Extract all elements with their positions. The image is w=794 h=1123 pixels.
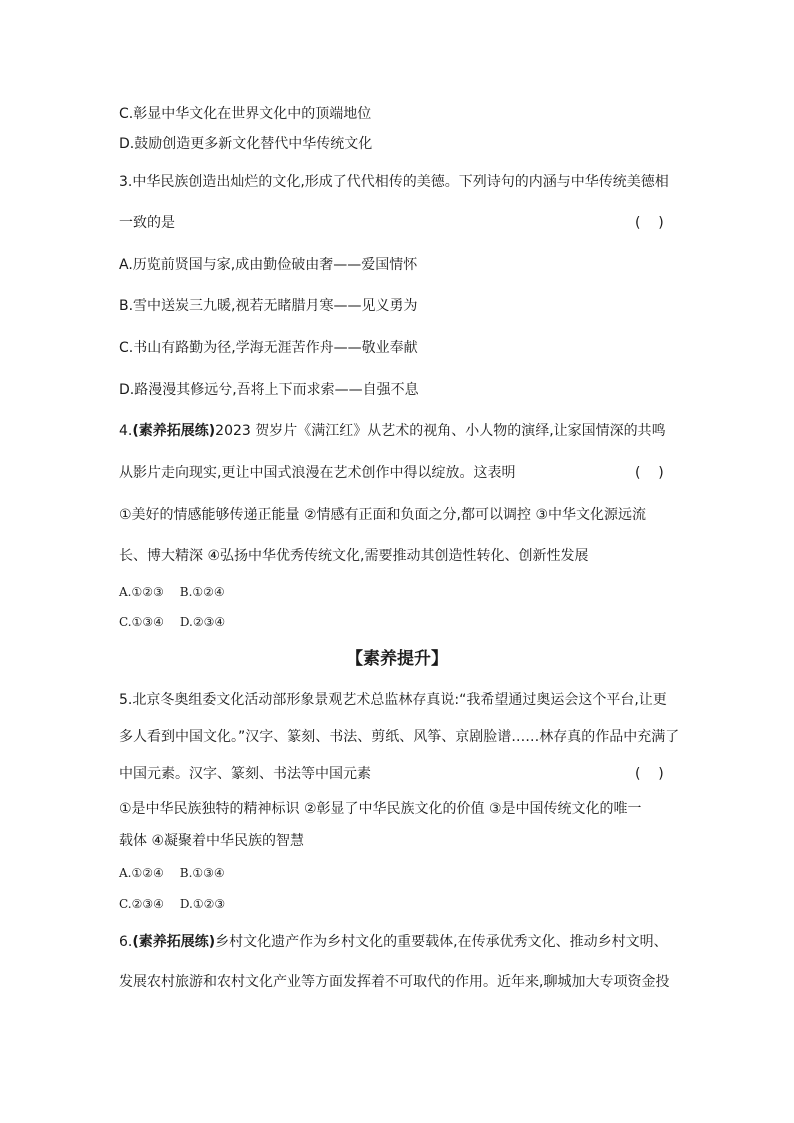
q3-option-a: A.历览前贤国与家,成由勤俭破由奢——爱国情怀 xyxy=(119,257,418,273)
q5-options-row1 xyxy=(119,863,225,883)
q4-stem-line1 xyxy=(119,421,666,441)
q5-option-c: C.②③④ xyxy=(119,897,164,911)
q6-stem-text: 乡村文化遗产作为乡村文化的重要载体,在传承优秀文化、推动乡村文明、 xyxy=(215,934,668,950)
section-heading: 【素养提升】 xyxy=(346,649,448,669)
q3-option-b: B.雪中送炭三九暖,视若无睹腊月寒——见义勇为 xyxy=(119,298,418,314)
q5-answer-bracket: ( ) xyxy=(635,766,664,782)
q4-option-d: D.②③④ xyxy=(179,615,226,629)
q4-tag: (素养拓展练) xyxy=(132,423,216,439)
q4-items-line2: 长、博大精深 ④弘扬中华优秀传统文化,需要推动其创造性转化、创新性发展 xyxy=(119,548,589,564)
q5-stem-line1: 5.北京冬奥组委文化活动部形象景观艺术总监林存真说:“我希望通过奥运会这个平台,让更 xyxy=(119,692,667,708)
q5-stem-line3: 中国元素。汉字、篆刻、书法等中国元素 xyxy=(119,766,371,782)
q6-number: 6. xyxy=(119,934,133,950)
q5-items-line2: 载体 ④凝聚着中华民族的智慧 xyxy=(119,833,305,849)
q4-stem-text: 2023 贺岁片《满江红》从艺术的视角、小人物的演绎,让家国情深的共鸣 xyxy=(215,423,666,439)
q4-items-line1: ①美好的情感能够传递正能量 ②情感有正面和负面之分,都可以调控 ③中华文化源远流 xyxy=(119,507,647,523)
q6-stem-line1 xyxy=(119,932,668,952)
q4-options-row2 xyxy=(119,612,225,632)
q3-stem-line2: 一致的是 xyxy=(119,215,175,231)
q4-answer-bracket: ( ) xyxy=(635,465,664,481)
q4-options-row1 xyxy=(119,582,225,602)
q4-stem-line2: 从影片走向现实,更让中国式浪漫在艺术创作中得以绽放。这表明 xyxy=(119,465,516,481)
q5-option-a: A.①②④ xyxy=(119,866,164,880)
q5-options-row2 xyxy=(119,894,225,914)
q5-items-line1: ①是中华民族独特的精神标识 ②彰显了中华民族文化的价值 ③是中国传统文化的唯一 xyxy=(119,801,642,817)
q2-option-c: C.彰显中华文化在世界文化中的顶端地位 xyxy=(119,106,372,122)
q3-option-c: C.书山有路勤为径,学海无涯苦作舟——敬业奉献 xyxy=(119,340,418,356)
q5-option-d: D.①②③ xyxy=(179,897,226,911)
q6-tag: (素养拓展练) xyxy=(132,934,216,950)
q2-option-d: D.鼓励创造更多新文化替代中华传统文化 xyxy=(119,136,373,152)
q6-stem-line2: 发展农村旅游和农村文化产业等方面发挥着不可取代的作用。近年来,聊城加大专项资金投 xyxy=(119,974,670,990)
q5-option-b: B.①③④ xyxy=(179,866,225,880)
q5-stem-line2: 多人看到中国文化。”汉字、篆刻、书法、剪纸、风筝、京剧脸谱……林存真的作品中充满了 xyxy=(119,729,680,745)
q3-stem-line1: 3.中华民族创造出灿烂的文化,形成了代代相传的美德。下列诗句的内涵与中华传统美德相 xyxy=(119,174,669,190)
q4-number: 4. xyxy=(119,423,133,439)
q3-option-d: D.路漫漫其修远兮,吾将上下而求索——自强不息 xyxy=(119,382,419,398)
q4-option-b: B.①②④ xyxy=(179,585,225,599)
q4-option-a: A.①②③ xyxy=(119,585,164,599)
q3-answer-bracket: ( ) xyxy=(635,215,664,231)
q4-option-c: C.①③④ xyxy=(119,615,164,629)
